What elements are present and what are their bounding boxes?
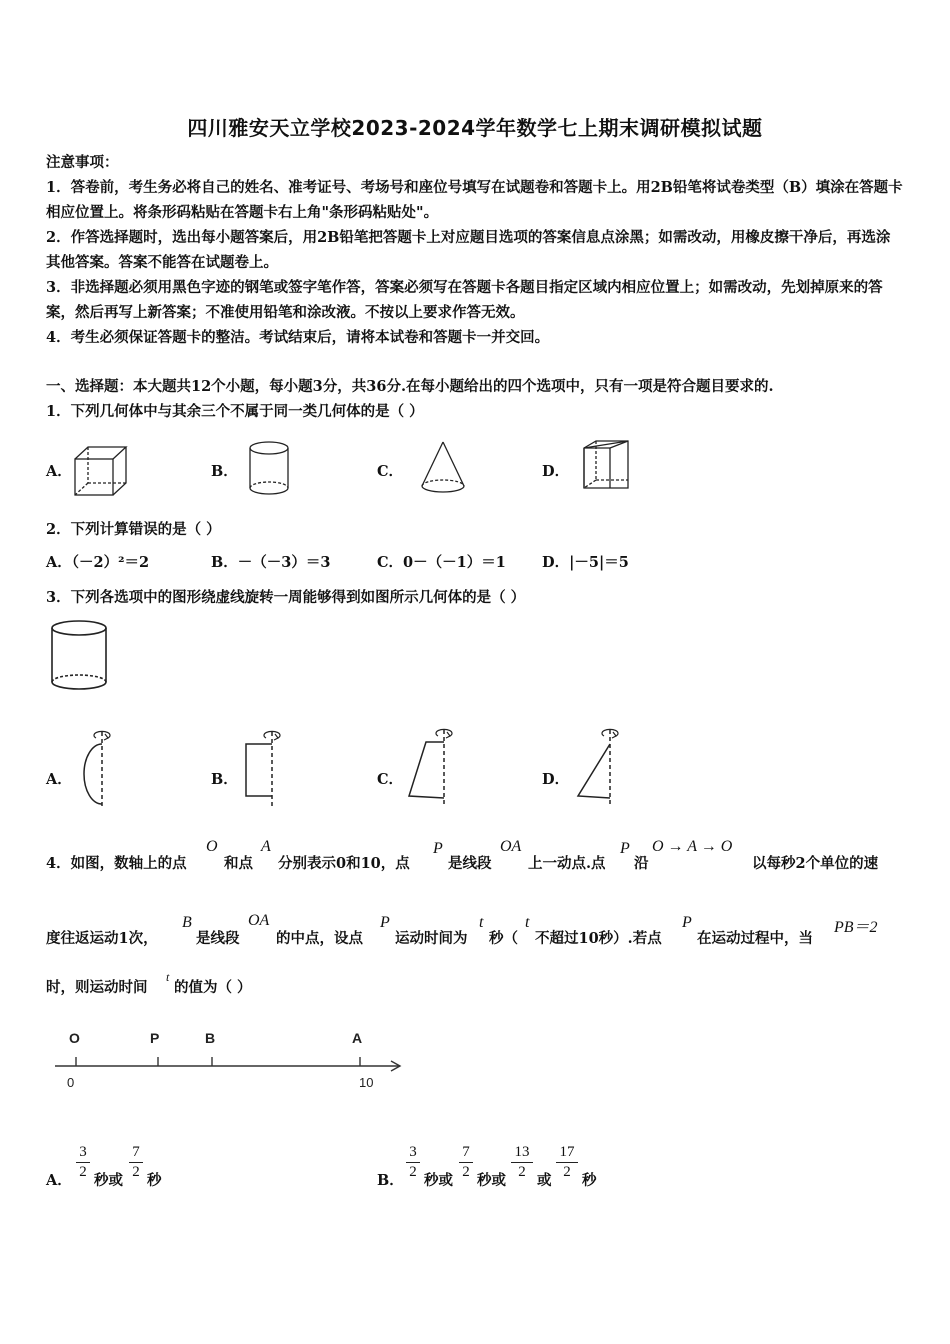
q2-option-d: D．|－5|＝5 (542, 554, 629, 571)
q3-cylinder-figure (48, 618, 112, 692)
q4-var-p4: P (682, 914, 692, 931)
prism-figure (580, 438, 632, 498)
q4-var-oa2: OA (248, 912, 270, 929)
number-line (50, 1025, 410, 1095)
q4-text-1e: 上一动点.点 (528, 855, 606, 872)
q4-a-word-2: 秒 (147, 1172, 162, 1189)
cone-figure (418, 440, 468, 496)
q4-b-word-1: 秒或 (424, 1172, 453, 1189)
q2-option-c: C．0－（－1）＝1 (377, 554, 506, 571)
q4-text-1d: 是线段 (448, 855, 492, 872)
q4-a-fraction-1: 3 2 (76, 1144, 90, 1181)
q4-text-1f: 沿 (634, 855, 649, 872)
q4-b-fraction-3: 13 2 (511, 1144, 533, 1181)
axis-point-a: A (352, 1030, 363, 1046)
q4-text-2f: 不超过10秒）.若点 (535, 930, 662, 947)
axis-point-p: P (150, 1030, 160, 1046)
q4-text-2d: 运动时间为 (395, 930, 468, 947)
q3-stem: 3．下列各选项中的图形绕虚线旋转一周能够得到如图所示几何体的是（ ） (46, 589, 526, 606)
q3-label-a: A． (46, 771, 72, 788)
q4-text-1a: 4．如图，数轴上的点 (46, 855, 187, 872)
q1-label-d: D． (542, 463, 570, 480)
q4-text-3a: 时，则运动时间 (46, 979, 148, 996)
axis-tick-0: 0 (67, 1075, 75, 1090)
section-heading: 一、选择题：本大题共12个小题，每小题3分，共36分.在每小题给出的四个选项中，只有一项是符合题目要求的. (46, 378, 774, 395)
q4-text-1c: 分别表示0和10，点 (278, 855, 410, 872)
notice-item-1: 1．答卷前，考生务必将自己的姓名、准考证号、考场号和座位号填写在试题卷和答题卡上。用2B铅笔将试卷类型（B）填涂在答题卡相应位置上。将条形码粘贴在答题卡右上角"条形码粘贴处"。 (46, 179, 903, 221)
cylinder-figure (245, 440, 293, 496)
q4-text-2b: 是线段 (196, 930, 240, 947)
q2-stem: 2．下列计算错误的是（ ） (46, 521, 221, 538)
q4-a-fraction-2: 7 2 (129, 1144, 143, 1181)
q4-b-word-4: 秒 (582, 1172, 597, 1189)
q4-var-t3: t (166, 970, 170, 984)
q4-a-word-1: 秒或 (94, 1172, 123, 1189)
q4-var-t: t (479, 914, 484, 931)
trapezoid-rotation-figure (404, 726, 458, 808)
q4-b-word-2: 秒或 (477, 1172, 506, 1189)
q2-option-a: A．（－2）²＝2 (46, 554, 150, 571)
notice-item-2: 2．作答选择题时，选出每小题答案后，用2B铅笔把答题卡上对应题目选项的答案信息点涂黑；如需改动，用橡皮擦干净后，再选涂其他答案。答案不能答在试题卷上。 (46, 229, 891, 271)
q4-b-fraction-2: 7 2 (459, 1144, 473, 1181)
q3-label-b: B． (211, 771, 238, 788)
q4-var-t2: t (525, 914, 530, 931)
q4-var-a: A (261, 838, 271, 855)
notice-item-4: 4．考生必须保证答题卡的整洁。考试结束后，请将本试卷和答题卡一并交回。 (46, 329, 550, 346)
q2-option-b: B．－（－3）＝3 (211, 554, 331, 571)
triangle-rotation-figure (572, 726, 626, 808)
q4-text-2g: 在运动过程中，当 (697, 930, 813, 947)
q4-path-expr: O → A → O (652, 838, 733, 855)
q4-text-3b: 的值为（ ） (174, 979, 252, 996)
q4-var-b: B (182, 914, 192, 931)
axis-point-o: O (69, 1030, 80, 1046)
notice-heading: 注意事项： (46, 154, 119, 171)
semicircle-rotation-figure (78, 728, 118, 808)
q4-option-a-label: A． (46, 1172, 72, 1189)
q1-label-b: B． (211, 463, 238, 480)
notice-item-3: 3．非选择题必须用黑色字迹的钢笔或签字笔作答，答案必须写在答题卡各题目指定区域内相应位置上；如需改动，先划掉原来的答案，然后再写上新答案；不准使用铅笔和涂改液。不按以上要求作答无效。 (46, 279, 883, 321)
q4-text-2a: 度往返运动1次， (46, 930, 158, 947)
q4-b-word-3: 或 (537, 1172, 552, 1189)
rectangle-rotation-figure (240, 728, 284, 808)
q4-text-1g: 以每秒2个单位的速 (752, 855, 879, 872)
q4-text-1b: 和点 (224, 855, 253, 872)
q3-label-d: D． (542, 771, 570, 788)
page-title: 四川雅安天立学校2023-2024学年数学七上期末调研模拟试题 (187, 116, 763, 140)
q4-var-p3: P (380, 914, 390, 931)
cube-figure (70, 444, 130, 499)
q4-b-fraction-1: 3 2 (406, 1144, 420, 1181)
q1-label-a: A． (46, 463, 72, 480)
q4-b-fraction-4: 17 2 (556, 1144, 578, 1181)
axis-point-b: B (205, 1030, 216, 1046)
q1-label-c: C． (377, 463, 404, 480)
q4-var-p2: P (620, 840, 630, 857)
q4-var-o: O (206, 838, 218, 855)
q1-stem: 1．下列几何体中与其余三个不属于同一类几何体的是（ ） (46, 403, 424, 420)
q4-text-2c: 的中点，设点 (276, 930, 363, 947)
axis-tick-10: 10 (359, 1075, 374, 1090)
q4-condition: PB＝2 (834, 919, 878, 936)
q4-var-p: P (433, 840, 443, 857)
q4-option-b-label: B． (377, 1172, 404, 1189)
q3-label-c: C． (377, 771, 404, 788)
q4-text-2e: 秒（ (489, 930, 518, 947)
q4-var-oa: OA (500, 838, 522, 855)
